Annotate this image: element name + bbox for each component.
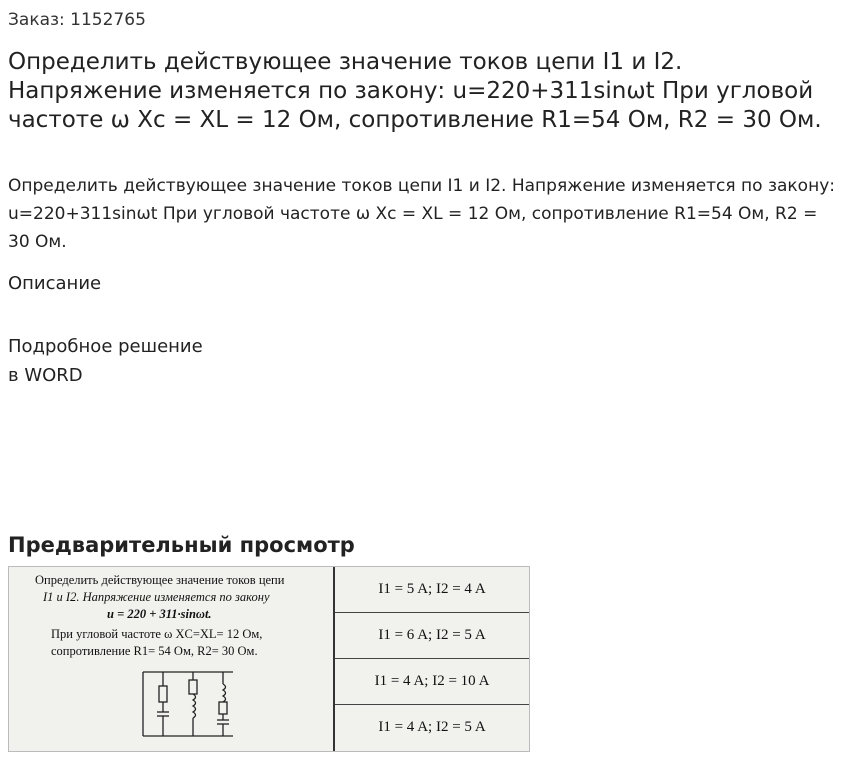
preview-problem-line: I1 и I2. Напряжение изменяется по закону xyxy=(43,590,270,604)
answer-option[interactable]: I1 = 4 A; I2 = 5 A xyxy=(378,719,486,735)
page-title: Определить действующее значение токов цепи I1 и I2. Напряжение изменяется по закону: u=220+311sinωt При угловой частоте ω Xc = XL = 12 Ом, сопротивление R1=54 Ом, R2 = 30 Ом. xyxy=(8,49,822,133)
preview-problem-line: При угловой частоте ω XC=XL= 12 Ом, xyxy=(51,627,263,641)
preview-problem-line: u = 220 + 311·sinωt. xyxy=(107,607,212,621)
order-number: Заказ: 1152765 xyxy=(8,10,146,30)
answer-option[interactable]: I1 = 5 A; I2 = 4 A xyxy=(335,567,529,613)
preview-problem-line: сопротивление R1= 54 Ом, R2= 30 Ом. xyxy=(51,644,258,658)
solution-format-line2: в WORD xyxy=(8,365,83,386)
answer-option[interactable]: I1 = 4 A; I2 = 10 A xyxy=(335,659,529,705)
description-section-label: Описание xyxy=(8,273,102,294)
preview-problem-line: Определить действующее значение токов цепи xyxy=(35,573,285,587)
preview-problem-text xyxy=(15,571,333,747)
preview-image xyxy=(8,566,530,752)
solution-format-line1: Подробное решение xyxy=(8,336,203,357)
answer-option[interactable]: I1 = 6 A; I2 = 5 A xyxy=(335,613,529,659)
task-description: Определить действующее значение токов цепи I1 и I2. Напряжение изменяется по закону: u=220+311sinωt При угловой частоте ω Xc = XL = 12 Ом, сопротивление R1=54 Ом, R2 = 30 Ом. xyxy=(8,176,835,252)
answer-options xyxy=(335,567,529,751)
circuit-diagram xyxy=(123,666,253,746)
preview-heading: Предварительный просмотр xyxy=(8,533,355,557)
